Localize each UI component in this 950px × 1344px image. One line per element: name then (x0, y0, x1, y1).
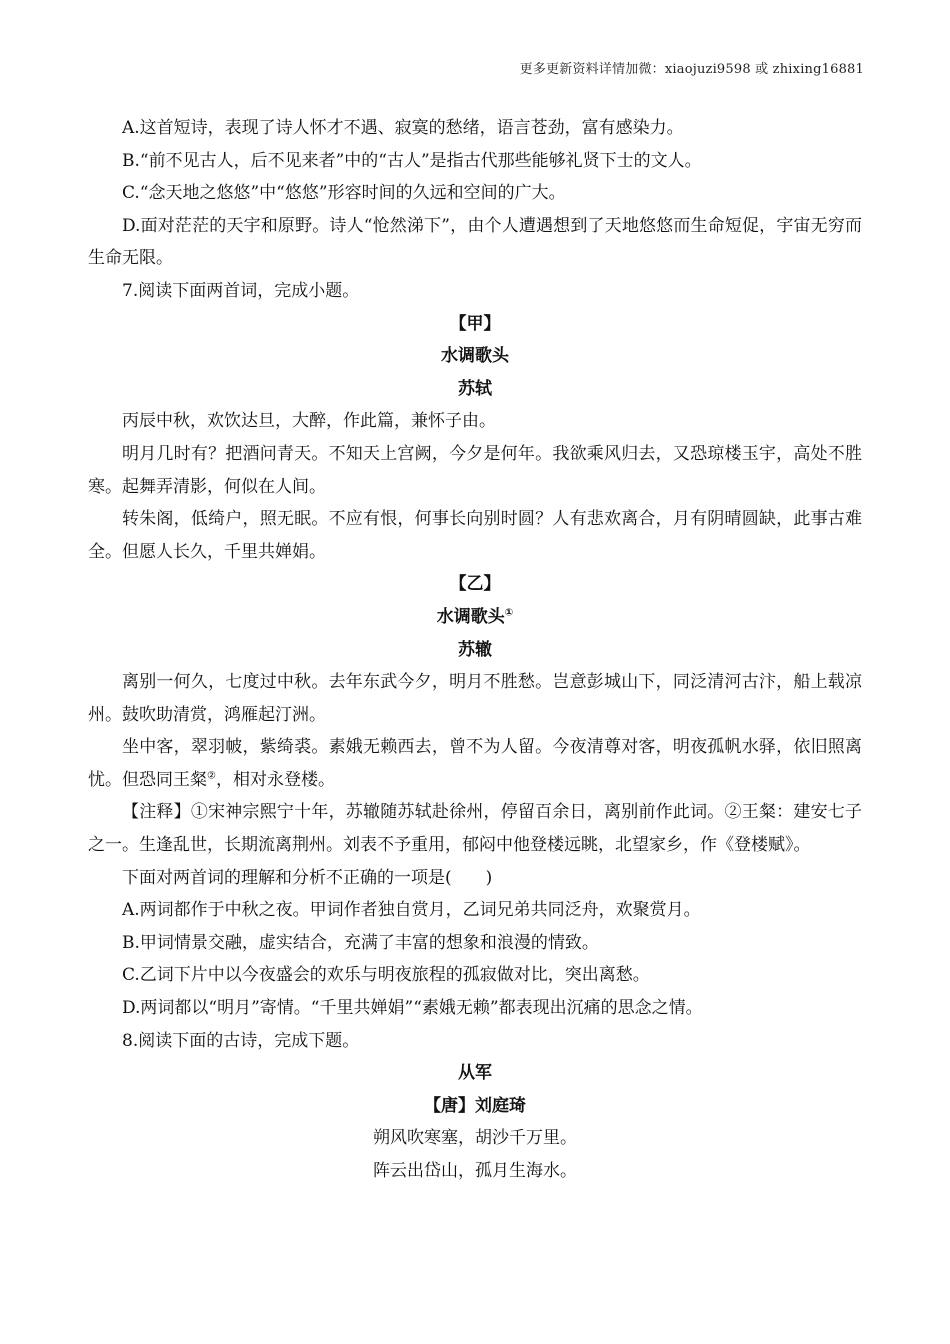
q6-option-b: B.“前不见古人，后不见来者”中的“古人”是指古代那些能够礼贤下士的文人。 (122, 150, 702, 171)
poem-b-stanza-2-note: ② (207, 770, 216, 782)
q7-option-a: A.两词都作于中秋之夜。甲词作者独自赏月，乙词兄弟共同泛舟，欢聚赏月。 (122, 900, 701, 921)
q7-option-d: D.两词都以“明月”寄情。“千里共婵娟”“素娥无赖”都表现出沉痛的思念之情。 (122, 998, 703, 1019)
q6-option-d: D.面对茫茫的天宇和原野。诗人“怆然涕下”，由个人遭遇想到了天地悠悠而生命短促，宇宙无穷而生命无限。 (88, 215, 862, 269)
poem-a-stanza-2: 转朱阁，低绮户，照无眠。不应有恨，何事长向别时圆？人有悲欢离合，月有阴晴圆缺，此事古难全。但愿人长久，千里共婵娟。 (88, 509, 862, 562)
poem-b-tag: 【乙】 (449, 574, 501, 595)
poem-a-author: 苏轼 (458, 378, 492, 399)
q6-option-c: C.“念天地之悠悠”中“悠悠”形容时间的久远和空间的广大。 (122, 183, 566, 204)
poem-b-title-note: ① (504, 607, 514, 619)
poem-a-title: 水调歌头 (441, 346, 509, 367)
q8-poem-author: 【唐】刘庭琦 (424, 1095, 526, 1116)
poem-b-author: 苏辙 (458, 639, 492, 660)
header-note: 更多更新资料详情加微：xiaojuzi9598 或 zhixing16881 (519, 62, 864, 77)
q8-poem-title: 从军 (458, 1063, 492, 1084)
q7-stem: 7.阅读下面两首词，完成小题。 (122, 280, 360, 301)
q8-poem-line-2: 阵云出岱山，孤月生海水。 (373, 1161, 577, 1181)
poem-b-title: 水调歌头 (436, 606, 505, 627)
poem-b-stanza-2-post: ，相对永登楼。 (215, 769, 335, 790)
document-body (88, 112, 862, 1188)
poem-b-stanza-2-pre: 坐中客，翠羽帔，紫绮裘。素娥无赖西去，曾不为人留。今夜清尊对客，明夜孤帆水驿，依旧照离忧。但恐同王粲 (88, 737, 862, 790)
poem-a-stanza-1: 明月几时有？把酒问青天。不知天上宫阙，今夕是何年。我欲乘风归去，又恐琼楼玉宇，高处不胜寒。起舞弄清影，何似在人间。 (88, 443, 862, 497)
annotation: 【注释】①宋神宗熙宁十年，苏辙随苏轼赴徐州，停留百余日，离别前作此词。②王粲：建安七子之一。生逢乱世，长期流离荆州。刘表不予重用，郁闷中他登楼远眺，北望家乡，作《登楼赋》。 (88, 802, 862, 856)
poem-a-tag: 【甲】 (449, 313, 501, 334)
poem-b-title-line (88, 601, 862, 634)
q8-stem: 8.阅读下面的古诗，完成下题。 (122, 1030, 360, 1051)
q8-poem-line-1: 朔风吹寒塞，胡沙千万里。 (373, 1128, 577, 1149)
poem-b-stanza-1: 离别一何久，七度过中秋。去年东武今夕，明月不胜愁。岂意彭城山下，同泛清河古汴，船上载凉州。鼓吹助清赏，鸿雁起汀洲。 (88, 672, 862, 725)
q7-question: 下面对两首词的理解和分析不正确的一项是( ) (122, 867, 493, 888)
poem-b-stanza-2 (88, 731, 862, 796)
q7-option-b: B.甲词情景交融，虚实结合，充满了丰富的想象和浪漫的情致。 (122, 932, 599, 953)
q7-option-c: C.乙词下片中以今夜盛会的欢乐与明夜旅程的孤寂做对比，突出离愁。 (122, 965, 650, 986)
poem-a-preface: 丙辰中秋，欢饮达旦，大醉，作此篇，兼怀子由。 (122, 411, 496, 432)
q6-option-a: A.这首短诗，表现了诗人怀才不遇、寂寞的愁绪，语言苍劲，富有感染力。 (122, 118, 684, 138)
